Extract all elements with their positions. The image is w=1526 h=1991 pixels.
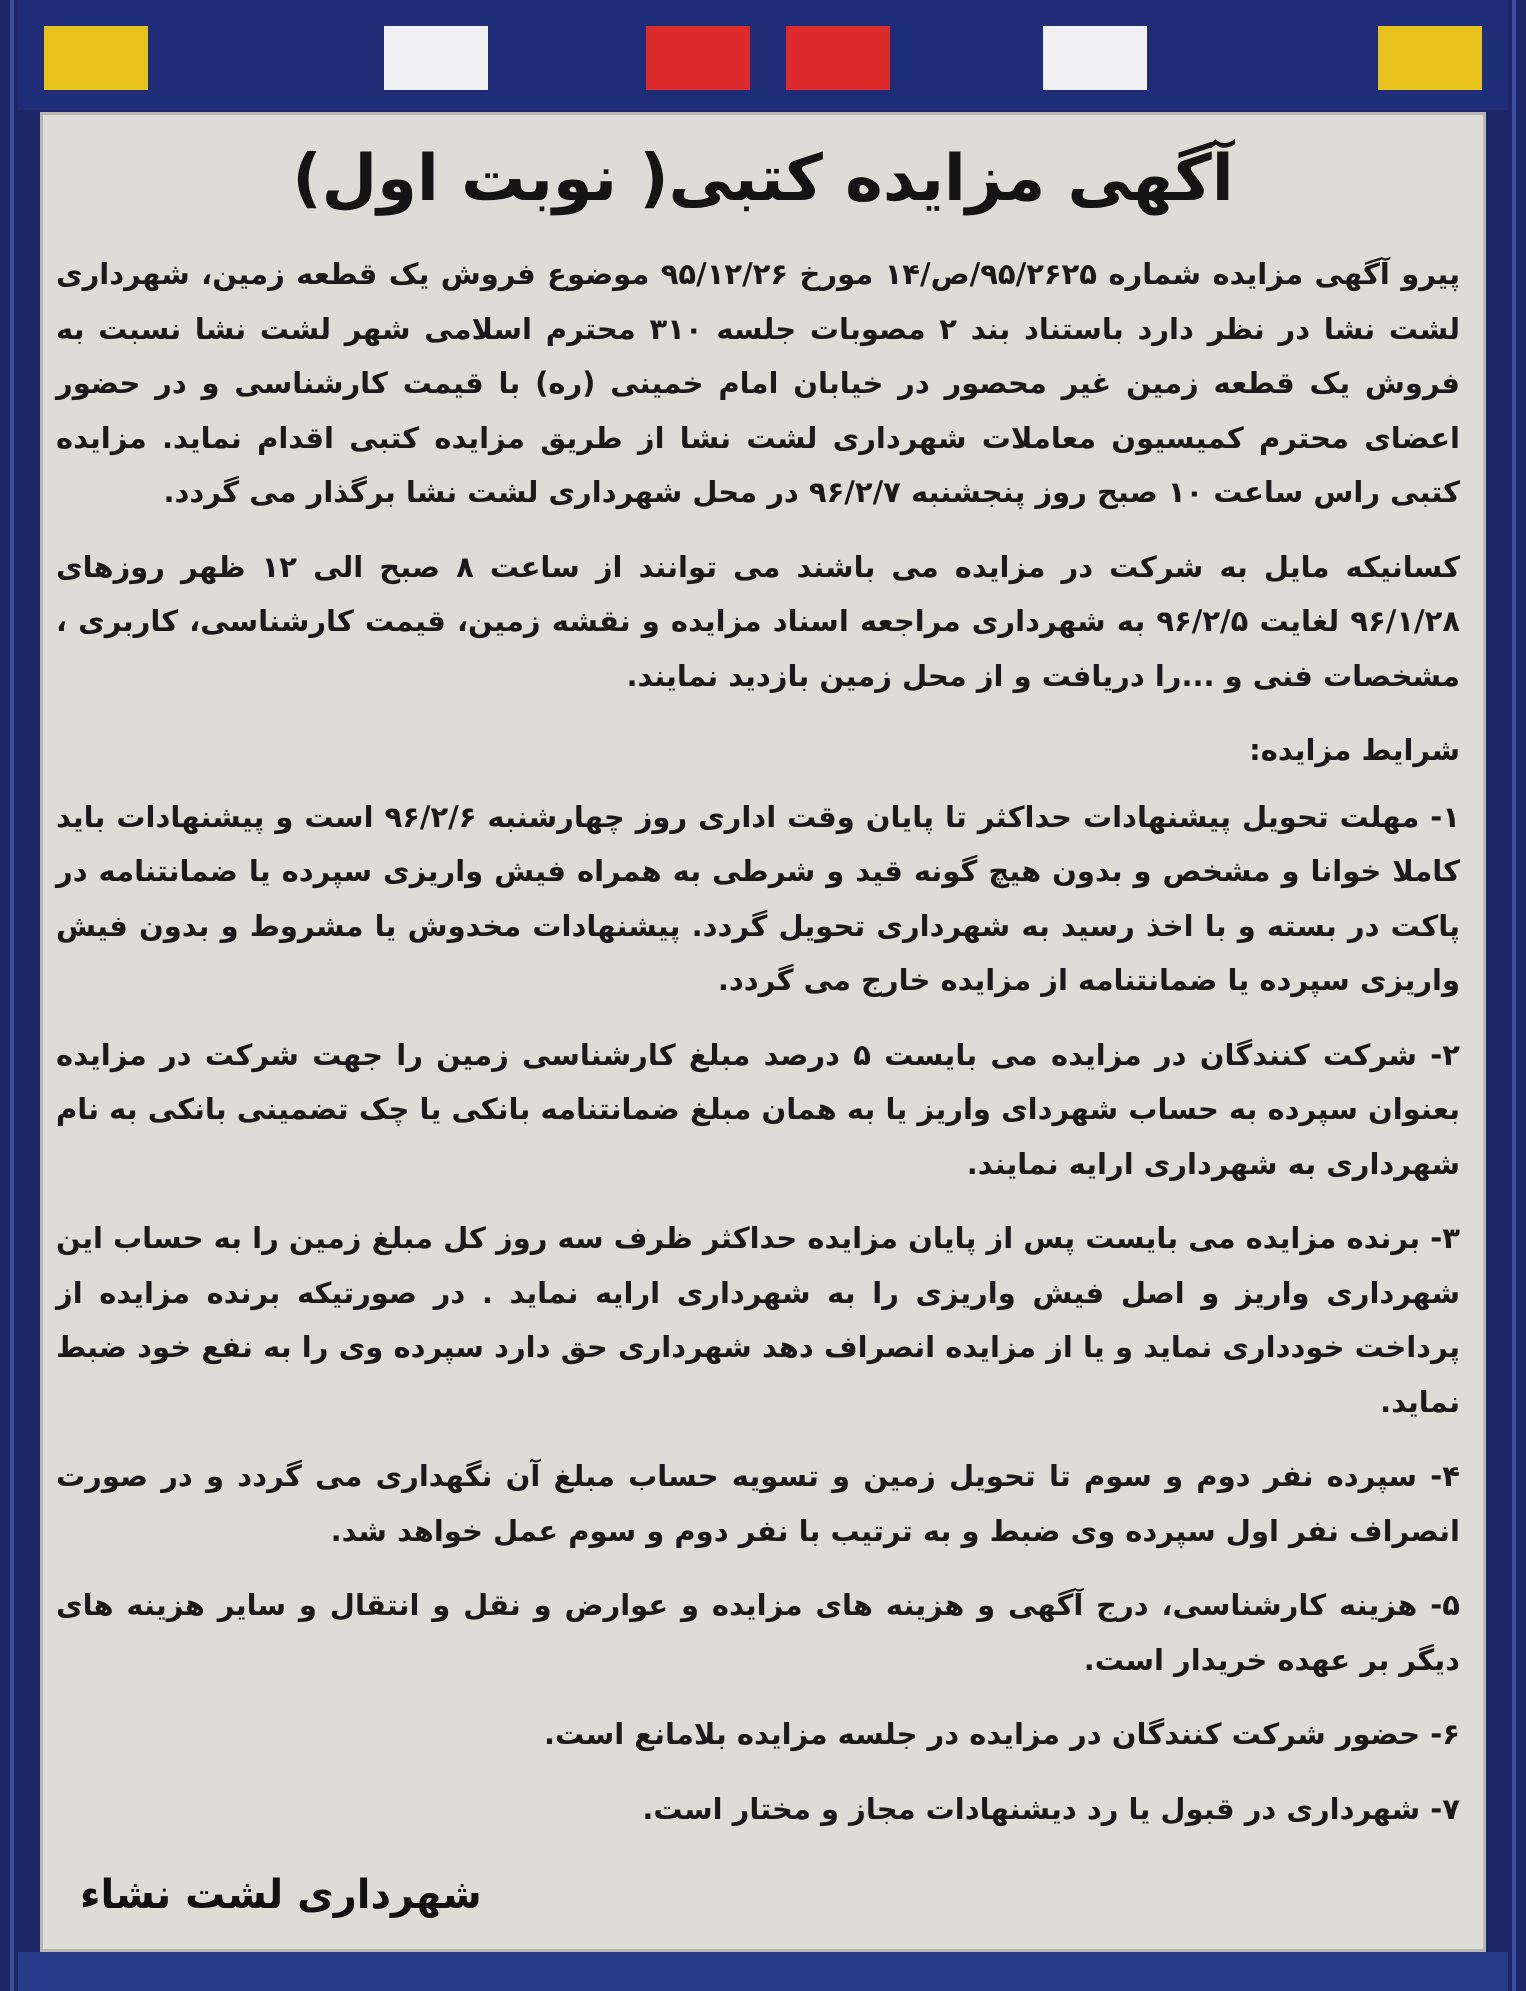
condition-item: ۳- برنده مزایده می بایست پس از پایان مزایده حداکثر ظرف سه روز کل مبلغ زمین را به حساب این شهرداری واریز و اصل فیش واریزی را به شهرداری ارایه نماید . در صورتیکه برنده مزایده از پرداخت خودداری نماید و یا از مزایده انصراف دهد شهرداری حق دارد سپرده وی را به نفع خود ضبط نماید. (56, 1221, 1460, 1419)
condition-item: ۴- سپرده نفر دوم و سوم تا تحویل زمین و تسویه حساب مبلغ آن نگهداری می گردد و در صورت انصراف نفر اول سپرده وی ضبط و به ترتیب با نفر دوم و سوم عمل خواهد شد. (56, 1459, 1460, 1548)
signature: شهرداری لشت نشاء (80, 1872, 482, 1918)
visit-paragraph: کسانیکه مایل به شرکت در مزایده می باشند می توانند از ساعت ۸ صبح الی ۱۲ ظهر روزهای ۹۶/۱/۲۸ لغایت ۹۶/۲/۵ به شهرداری مراجعه اسناد مزایده و نقشه زمین، قیمت کارشناسی، کاربری ، مشخصات فنی و ...را دریافت و از محل زمین بازدید نمایند. (56, 549, 1461, 693)
condition-item: ۶- حضور شرکت کنندگان در مزایده در جلسه مزایده بلامانع است. (544, 1717, 1460, 1751)
color-square-white (1043, 26, 1147, 90)
notice-body (56, 247, 1460, 1856)
notice-paper (40, 112, 1486, 1952)
color-square-red (646, 26, 750, 90)
conditions-heading: شرایط مزایده: (1249, 733, 1460, 767)
condition-item: ۱- مهلت تحویل پیشنهادات حداکثر تا پایان وقت اداری روز چهارشنبه ۹۶/۲/۶ است و پیشنهادات باید کاملا خوانا و مشخص و بدون هیچ گونه قید و شرطی به همراه فیش واریزی سپرده یا ضمانتنامه در پاکت در بسته و با اخذ رسید به شهرداری تحویل گردد. پیشنهادات مخدوش یا مشروط و بدون فیش واریزی سپرده یا ضمانتنامه از مزایده خارج می گردد. (56, 799, 1461, 997)
color-square-white (384, 26, 488, 90)
color-square-red (786, 26, 890, 90)
condition-item: ۷- شهرداری در قبول یا رد دیشنهادات مجاز و مختار است. (642, 1791, 1460, 1826)
condition-item: ۲- شرکت کنندگان در مزایده می بایست ۵ درصد مبلغ کارشناسی زمین را جهت شرکت در مزایده بعنوان سپرده به حساب شهردای واریز یا به همان مبلغ ضمانتنامه بانکی یا چک تضمینی بانکی به نام شهرداری به شهرداری ارایه نمایند. (56, 1037, 1460, 1181)
notice-title: آگهی مزایده کتبی( نوبت اول) (292, 142, 1234, 216)
intro-paragraph: پیرو آگهی مزایده شماره ۹۵/۲۶۲۵/ص/۱۴ مورخ ۹۵/۱۲/۲۶ موضوع فروش یک قطعه زمین، شهرداری لشت نشا در نظر دارد باستناد بند ۲ مصوبات جلسه ۳۱۰ محترم اسلامی شهر لشت نشا نسبت به فروش یک قطعه زمین غیر محصور در خیابان امام خمینی (ره) با قیمت کارشناسی و در حضور اعضای محترم کمیسیون معاملات شهرداری لشت نشا از طریق مزایده کتبی اقدام نماید. مزایده کتبی راس ساعت ۱۰ صبح روز پنجشنبه ۹۶/۲/۷ در محل شهرداری لشت نشا برگذار می گردد. (56, 257, 1460, 509)
color-bar (18, 0, 1508, 110)
color-square-yellow (44, 26, 148, 90)
bottom-border (18, 1952, 1508, 1991)
condition-item: ۵- هزینه کارشناسی، درج آگهی و هزینه های مزایده و عوارض و نقل و انتقال و سایر هزینه های دیگر بر عهده خریدار است. (56, 1588, 1460, 1677)
color-square-yellow (1378, 26, 1482, 90)
